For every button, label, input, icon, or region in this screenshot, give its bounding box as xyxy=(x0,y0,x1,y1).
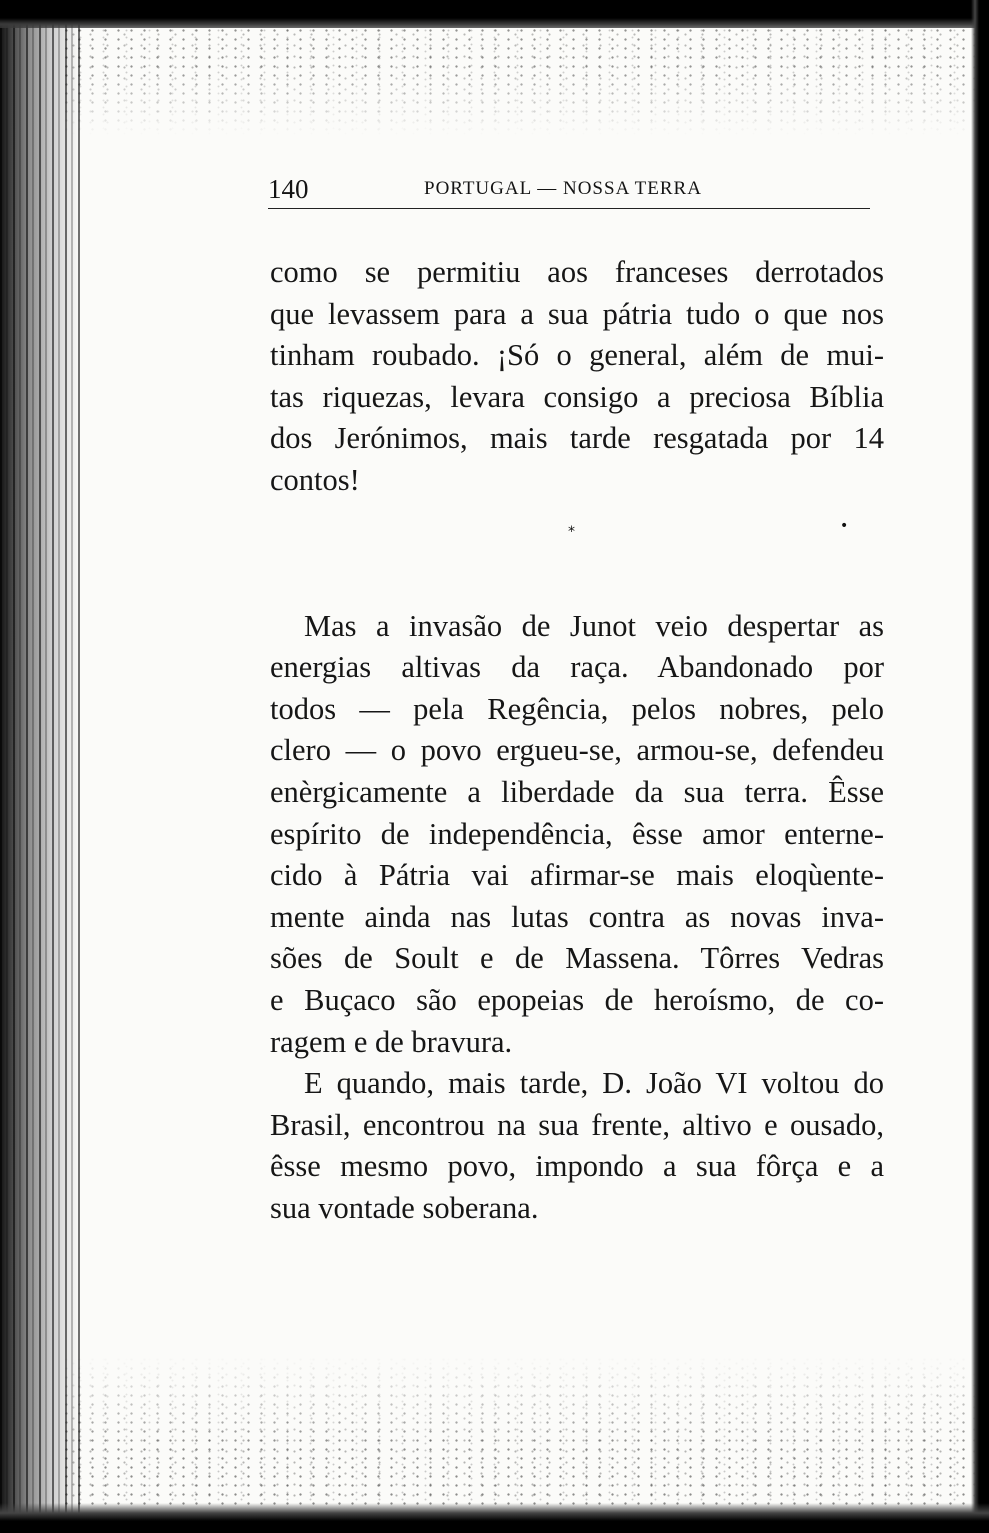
running-head: PORTUGAL — NOSSA TERRA xyxy=(424,178,702,199)
scan-noise-bottom xyxy=(60,1355,975,1505)
text-line: tas riquezas, levara consigo a preciosa Bíblia xyxy=(270,379,884,414)
text-line: espírito de independência, êsse amor enterne- xyxy=(270,816,884,851)
page-header xyxy=(268,170,870,210)
text-line: como se permitiu aos franceses derrotados xyxy=(270,255,884,289)
header-rule xyxy=(268,208,870,209)
text-line: dos Jerónimos, mais tarde resgatada por 14 xyxy=(270,421,884,456)
text-line: energias altivas da raça. Abandonado por xyxy=(270,650,884,685)
text-line: contos! xyxy=(270,462,360,497)
scan-border-right xyxy=(971,0,989,1533)
body-text xyxy=(270,252,884,1229)
text-line: êsse mesmo povo, impondo a sua fôrça e a xyxy=(270,1149,884,1184)
scan-noise-top xyxy=(60,26,975,136)
text-line: Brasil, encontrou na sua frente, altivo e ousado, xyxy=(270,1107,884,1142)
text-line: clero — o povo ergueu-se, armou-se, defendeu xyxy=(270,733,884,768)
scan-border-bottom xyxy=(0,1503,989,1533)
text-line: todos — pela Regência, pelos nobres, pelo xyxy=(270,691,884,726)
paragraph-3 xyxy=(270,1063,884,1229)
separator-dot: • xyxy=(840,518,849,534)
text-line: que levassem para a sua pátria tudo o que nos xyxy=(270,296,884,331)
text-line: sua vontade soberana. xyxy=(270,1190,539,1225)
text-line: mente ainda nas lutas contra as novas inva- xyxy=(270,899,884,934)
text-line: enèrgicamente a liberdade da sua terra. Êsse xyxy=(270,774,884,809)
paragraph-2 xyxy=(270,606,884,1064)
text-line: sões de Soult e de Massena. Tôrres Vedras xyxy=(270,941,884,976)
section-separator xyxy=(560,518,860,546)
page-number: 140 xyxy=(268,174,309,204)
section-break-space xyxy=(270,502,884,606)
text-line: E quando, mais tarde, D. João VI voltou do xyxy=(304,1066,884,1101)
paragraph-1 xyxy=(270,252,884,502)
text-line: cido à Pátria vai afirmar-se mais eloqùente- xyxy=(270,858,884,893)
scan-border-top xyxy=(0,0,989,28)
text-line: ragem e de bravura. xyxy=(270,1024,513,1059)
book-spine xyxy=(0,0,80,1533)
text-line: tinham roubado. ¡Só o general, além de mui- xyxy=(270,338,884,373)
separator-asterisk: * xyxy=(568,524,575,540)
text-line: Mas a invasão de Junot veio despertar as xyxy=(304,608,884,643)
text-line: e Buçaco são epopeias de heroísmo, de co- xyxy=(270,982,884,1017)
